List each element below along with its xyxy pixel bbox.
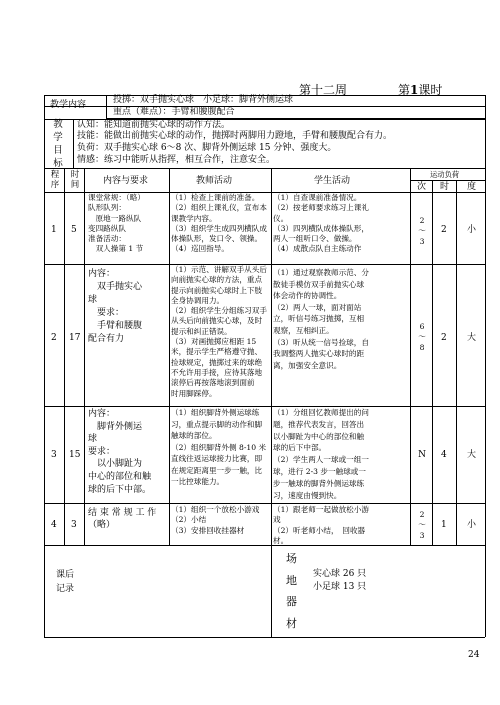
row3-order: 3 — [51, 450, 57, 460]
teaching-content-line1: 投掷：双手抛实心球 小足球：脚背外侧运球 — [113, 95, 294, 105]
row4-times: 2 ～ 3 — [418, 510, 426, 540]
row2-intensity: 大 — [467, 333, 477, 343]
row2-student: （1）通过观察教师示范、分 散徒手模仿双手前抛实心球 体会动作的协调性。 （2）两人一球，面对面站 立，听信号练习抛掷，互相 观察，互相纠正。 （3）听从统一信号捡球，自 我调整两人抛实心球时的距 离，加强安全意识。 — [273, 268, 369, 370]
venue-label: 场 地 器 材 — [286, 552, 297, 630]
row1-content: 课堂常规：（略） 队形队列： 原地一路纵队 变四路纵队 准备活动： 双人操第 1 节 — [88, 193, 145, 254]
col-order: 程序 — [50, 170, 60, 190]
objective-2: 技能：能做出前抛实心球的动作，抛掷时两脚用力蹬地，手臂和腰腹配合有力。 — [77, 131, 393, 141]
lesson-suffix: 课时 — [418, 83, 443, 97]
row3-content: 内容： 脚背外侧运 球 要求： 以小脚趾为 中心的部位和触 球的后下中部。 — [88, 409, 152, 495]
row4-duration: 1 — [441, 520, 447, 530]
review-label: 课后 记录 — [56, 570, 75, 594]
page-number: 24 — [468, 650, 480, 660]
row3-times: N — [418, 450, 426, 460]
col-intensity: 度 — [467, 182, 477, 192]
col-load: 运动负荷 — [430, 170, 460, 179]
objectives-label: 教学目标 — [53, 119, 63, 169]
teaching-content-label: 教学内容 — [50, 100, 87, 110]
col-duration: 时 — [440, 182, 450, 192]
row4-intensity: 小 — [467, 520, 477, 530]
row2-content: 内容： 双手抛实心 球 要求： 手臂和腰腹 配合有力 — [88, 269, 143, 344]
row3-teacher: （1）组织脚背外侧运球练 习，重点提示脚的动作和脚 触球的部位。 （2）组织脚背外侧 8-10 米 直线往返运球接力比赛，即 在规定距离里一步一触，比 一比控球能力。 — [171, 408, 267, 486]
lesson-number: 1 — [410, 83, 419, 97]
row4-student: （1）跟老师一起做放松小游 戏 （2）听老师小结， 回收器 材。 — [273, 505, 369, 545]
row2-teacher: （1）示范、讲解双手从头后 向前抛实心球的方法，重点 提示向前抛实心球时上下肢 全身协调用力。 （2）组织学生分组练习双手 从头后向前抛实心球，及时 提示和纠正错误。 （3）对画抛掷应相距 15 米，提示学生严格遵守抛、 捡球规定，抛掷过来的球绝 不允许用手接，应待其落地 滚停后再按落地滚到面前 时用脚踩停。 — [171, 265, 267, 398]
teaching-content-line2: 重点（难点）：手臂和腰腹配合 — [113, 107, 235, 117]
row1-order: 1 — [51, 225, 57, 235]
col-content: 内容与要求 — [103, 176, 149, 186]
week-label: 第十二周 — [299, 83, 348, 97]
row4-teacher: （1）组织一个放松小游戏 （2）小结 （3）安排回收挂器材 — [171, 505, 260, 535]
objective-3: 负荷：双手抛实心球 6～8 次、脚背外侧运球 15 分钟、强度大。 — [77, 143, 337, 153]
row4-order: 4 — [51, 520, 57, 530]
row1-times: 2 ～ 3 — [418, 216, 426, 246]
row2-order: 2 — [51, 333, 57, 343]
row2-times: 6 ～ 8 — [418, 322, 426, 352]
row4-time: 3 — [71, 520, 77, 530]
col-teacher: 教师活动 — [196, 176, 233, 186]
row1-duration: 2 — [441, 225, 447, 235]
row1-intensity: 小 — [467, 225, 477, 235]
row1-time: 5 — [71, 225, 77, 235]
objective-1: 认知：能知道前抛实心球的动作方法。 — [77, 120, 231, 130]
row3-time: 15 — [69, 450, 81, 460]
row3-student: （1）分组回忆教师提出的问 题，推荐代表发言，回答出 以小脚趾为中心的部位和触 球的后下中部。 （2）学生两人一球或一组一 球，进行 2-3 步一触球或一 步一触球的脚背外侧运球练 习，速度由慢到快。 — [273, 408, 369, 500]
row2-duration: 2 — [441, 333, 447, 343]
row4-content: 结 束 常 规 工 作 （略） — [88, 508, 157, 530]
col-times: 次 — [417, 182, 427, 192]
lesson-prefix: 第 — [398, 83, 411, 97]
row2-time: 17 — [69, 333, 81, 343]
objective-4: 情感：练习中能听从指挥，相互合作，注意安全。 — [77, 155, 276, 165]
row3-intensity: 大 — [467, 450, 477, 460]
row3-duration: 4 — [441, 450, 447, 460]
col-student: 学生活动 — [314, 176, 351, 186]
row1-student: （1）自查课前准备情况。 （2）按老师要求练习上课礼 仪。 （3）四列横队成体操队形， 两人一组听口令、做操。 （4）成散点队自主练动作 — [273, 193, 369, 254]
col-time: 时间 — [70, 170, 80, 190]
row1-teacher: （1）检查上课前的准备。 （2）组织上课礼仪，宣布本 课教学内容。 （3）组织学生成四列横队成 体操队形，发口令、领操。 （4）巡回指导。 — [171, 193, 267, 254]
equipment-list: 实心球 26 只 小足球 13 只 — [313, 569, 367, 592]
